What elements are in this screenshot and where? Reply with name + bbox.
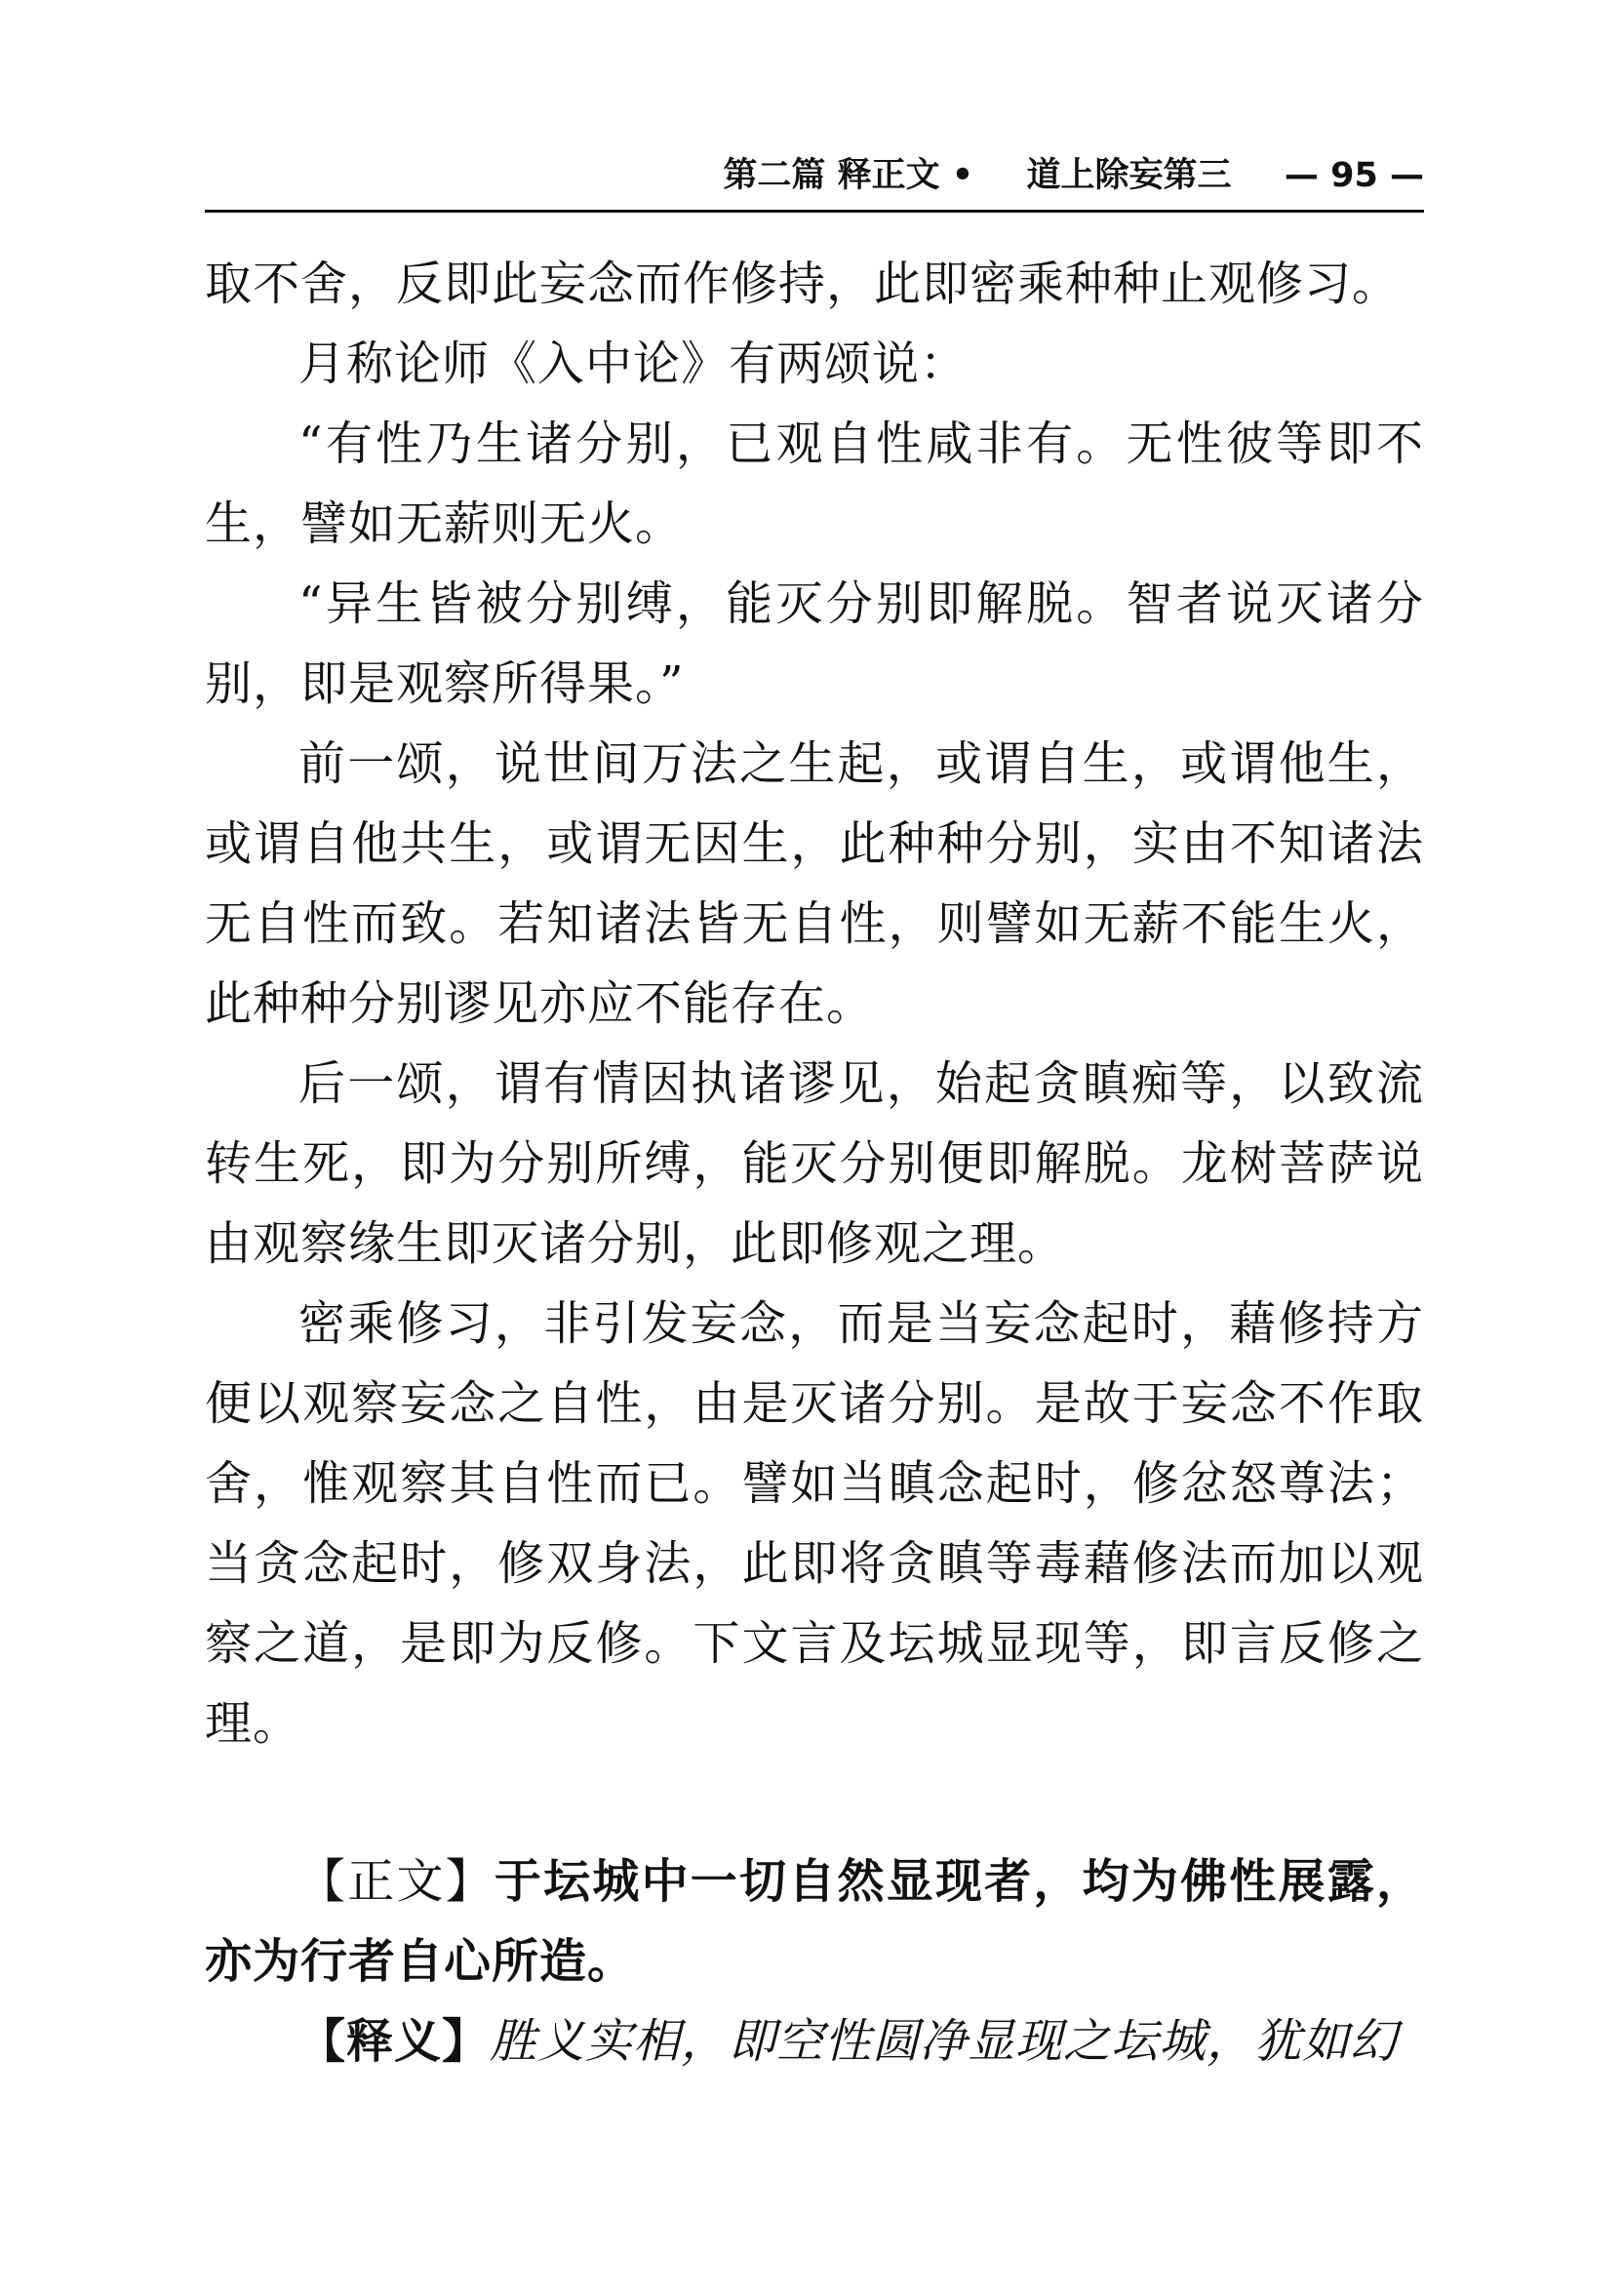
page-number: — 95 — — [1284, 156, 1424, 195]
body-text — [205, 244, 1424, 2081]
paragraph-commentary-1: 前一颂，说世间万法之生起，或谓自生，或谓他生，或谓自他共生，或谓无因生，此种种分别，实由不知诸法无自性而致。若知诸法皆无自性，则譬如无薪不能生火，此种种分别谬见亦应不能存在。 — [205, 736, 1424, 1031]
header-rule — [205, 210, 1424, 213]
main-text-paragraph — [205, 1841, 1424, 2001]
paragraph-quote-intro: 月称论师《入中论》有两颂说： — [298, 336, 969, 391]
main-text-label: 【正文】 — [298, 1854, 495, 1909]
running-header — [205, 146, 1424, 205]
paragraph-commentary-3: 密乘修习，非引发妄念，而是当妄念起时，藉修持方便以观察妄念之自性，由是灭诸分别。是故于妄念不作取舍，惟观察其自性而已。譬如当瞋念起时，修忿怒尊法；当贪念起时，修双身法，此即将贪瞋等毒藉修法而加以观察之道，是即为反修。下文言及坛城显现等，即言反修之理。 — [205, 1296, 1424, 1751]
main-text-body: 于坛城中一切自然显现者，均为佛性展露，亦为行者自心所造。 — [205, 1854, 1424, 1989]
header-section: 第二篇 释正文 • — [723, 156, 974, 195]
gloss-body: 胜义实相，即空性圆净显现之坛城，犹如幻 — [490, 2014, 1399, 2069]
header-chapter: 道上除妄第三 — [1026, 156, 1232, 195]
paragraph-continuation: 取不舍，反即此妄念而作修持，此即密乘种种止观修习。 — [205, 257, 1401, 311]
paragraph-verse-1: “有性乃生诸分别，已观自性咸非有。无性彼等即不生，譬如无薪则无火。 — [205, 416, 1424, 551]
paragraph-commentary-2: 后一颂，谓有情因执诸谬见，始起贪瞋痴等，以致流转生死，即为分别所缚，能灭分别便即解脱。龙树菩萨说由观察缘生即灭诸分别，此即修观之理。 — [205, 1056, 1424, 1271]
gloss-paragraph — [205, 2001, 1424, 2081]
paragraph-verse-2: “异生皆被分别缚，能灭分别即解脱。智者说灭诸分别，即是观察所得果。” — [205, 576, 1424, 711]
gloss-label: 【释义】 — [298, 2014, 491, 2069]
